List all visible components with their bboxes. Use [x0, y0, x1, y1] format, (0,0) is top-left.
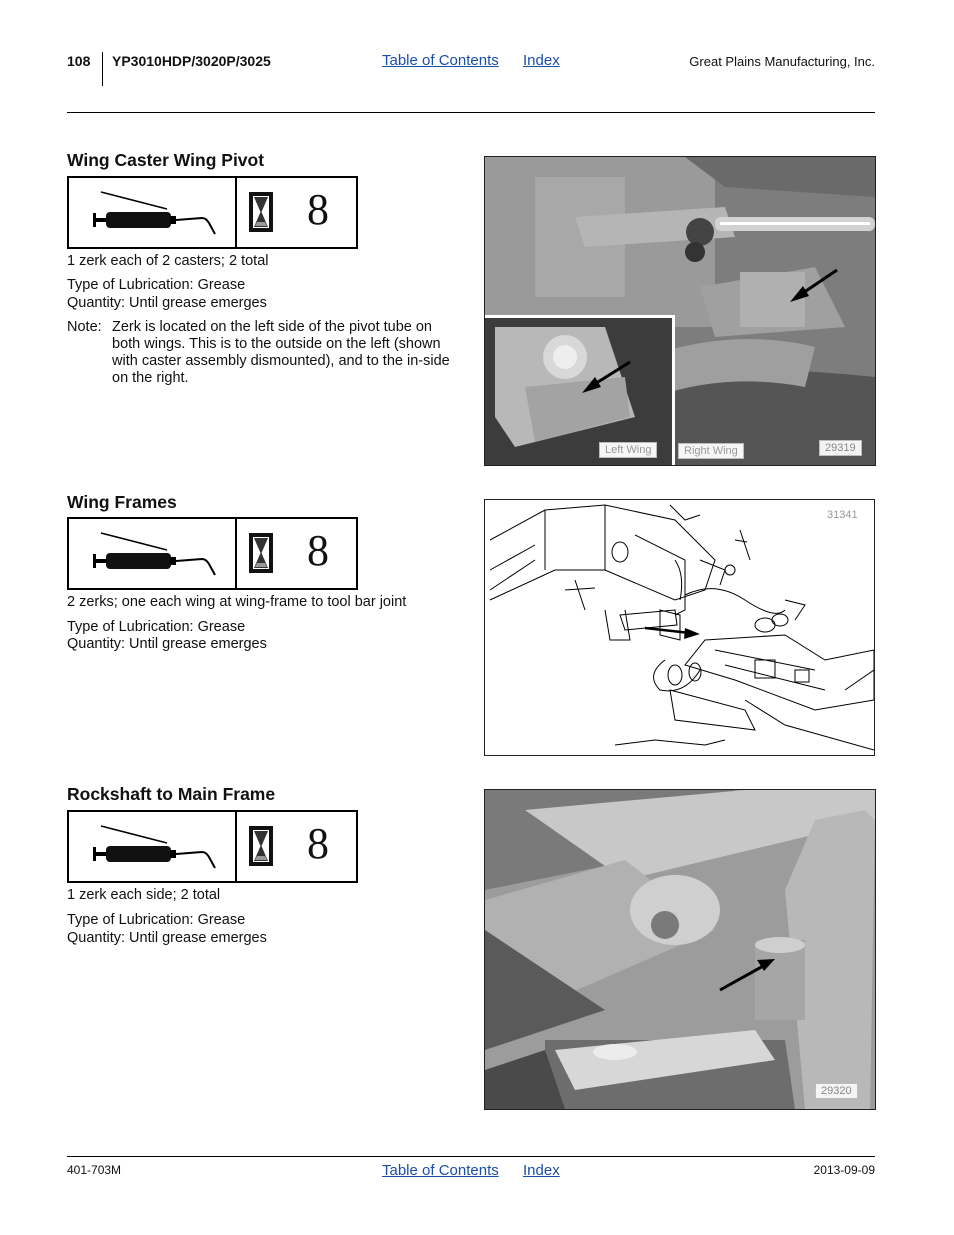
- footer-rule: [67, 1156, 875, 1157]
- lube-symbol-box: [67, 810, 358, 883]
- grease-gun-icon: [69, 519, 237, 588]
- lube-symbol-box: [67, 517, 358, 590]
- lube-quantity: Quantity: Until grease emerges: [67, 930, 267, 946]
- model-title: YP3010HDP/3020P/3025: [112, 53, 271, 69]
- toc-link-header[interactable]: Table of Contents: [382, 52, 499, 69]
- diagram-wing-frames: [484, 499, 875, 756]
- page-number: 108: [67, 53, 91, 69]
- lube-symbol-box: [67, 176, 358, 249]
- header-rule: [67, 112, 875, 113]
- grease-gun-icon: [69, 178, 237, 247]
- section-title-rockshaft: Rockshaft to Main Frame: [67, 784, 276, 804]
- section-title-wing-caster: Wing Caster Wing Pivot: [67, 150, 265, 170]
- note-label: Note:: [67, 319, 102, 335]
- photo-wing-caster-pivot: [484, 156, 876, 466]
- doc-date: 2013-09-09: [813, 1163, 875, 1177]
- photo-rockshaft: [484, 789, 876, 1110]
- inset-label-left-wing: Left Wing: [599, 442, 657, 458]
- hourglass-icon: [249, 192, 273, 232]
- interval-hours: 8: [307, 185, 329, 234]
- interval-hours: 8: [307, 819, 329, 868]
- hourglass-icon: [249, 533, 273, 573]
- lube-type: Type of Lubrication: Grease: [67, 619, 246, 635]
- lube-type: Type of Lubrication: Grease: [67, 912, 246, 928]
- lube-type: Type of Lubrication: Grease: [67, 277, 246, 293]
- hourglass-icon: [249, 826, 273, 866]
- index-link-header[interactable]: Index: [523, 52, 560, 69]
- exploded-view-drawing: [485, 500, 874, 755]
- index-link-footer[interactable]: Index: [523, 1162, 560, 1179]
- figure-number: 29320: [815, 1083, 858, 1099]
- figure-number: 29319: [819, 440, 862, 456]
- zerk-count: 2 zerks; one each wing at wing-frame to tool bar joint: [67, 594, 407, 610]
- zerk-count: 1 zerk each side; 2 total: [67, 887, 221, 903]
- lube-quantity: Quantity: Until grease emerges: [67, 295, 267, 311]
- section-title-wing-frames: Wing Frames: [67, 492, 177, 512]
- toc-link-footer[interactable]: Table of Contents: [382, 1162, 499, 1179]
- lube-interval: [237, 519, 356, 588]
- lube-interval: [237, 178, 356, 247]
- inset-label-right-wing: Right Wing: [678, 443, 744, 459]
- grease-gun-icon: [69, 812, 237, 881]
- doc-number: 401-703M: [67, 1163, 122, 1177]
- note-body: Zerk is located on the left side of the pivot tube on both wings. This is to the outside on the left (shown with caster assembly dismounted), and to the in-side on the right.: [112, 319, 450, 386]
- machine-photo-illustration: [485, 157, 875, 465]
- company-name: Great Plains Manufacturing, Inc.: [689, 54, 875, 69]
- header-divider: [102, 52, 103, 86]
- lube-quantity: Quantity: Until grease emerges: [67, 636, 267, 652]
- figure-number: 31341: [827, 509, 858, 521]
- machine-photo-illustration: [485, 790, 875, 1109]
- interval-hours: 8: [307, 526, 329, 575]
- lube-interval: [237, 812, 356, 881]
- zerk-count: 1 zerk each of 2 casters; 2 total: [67, 253, 269, 269]
